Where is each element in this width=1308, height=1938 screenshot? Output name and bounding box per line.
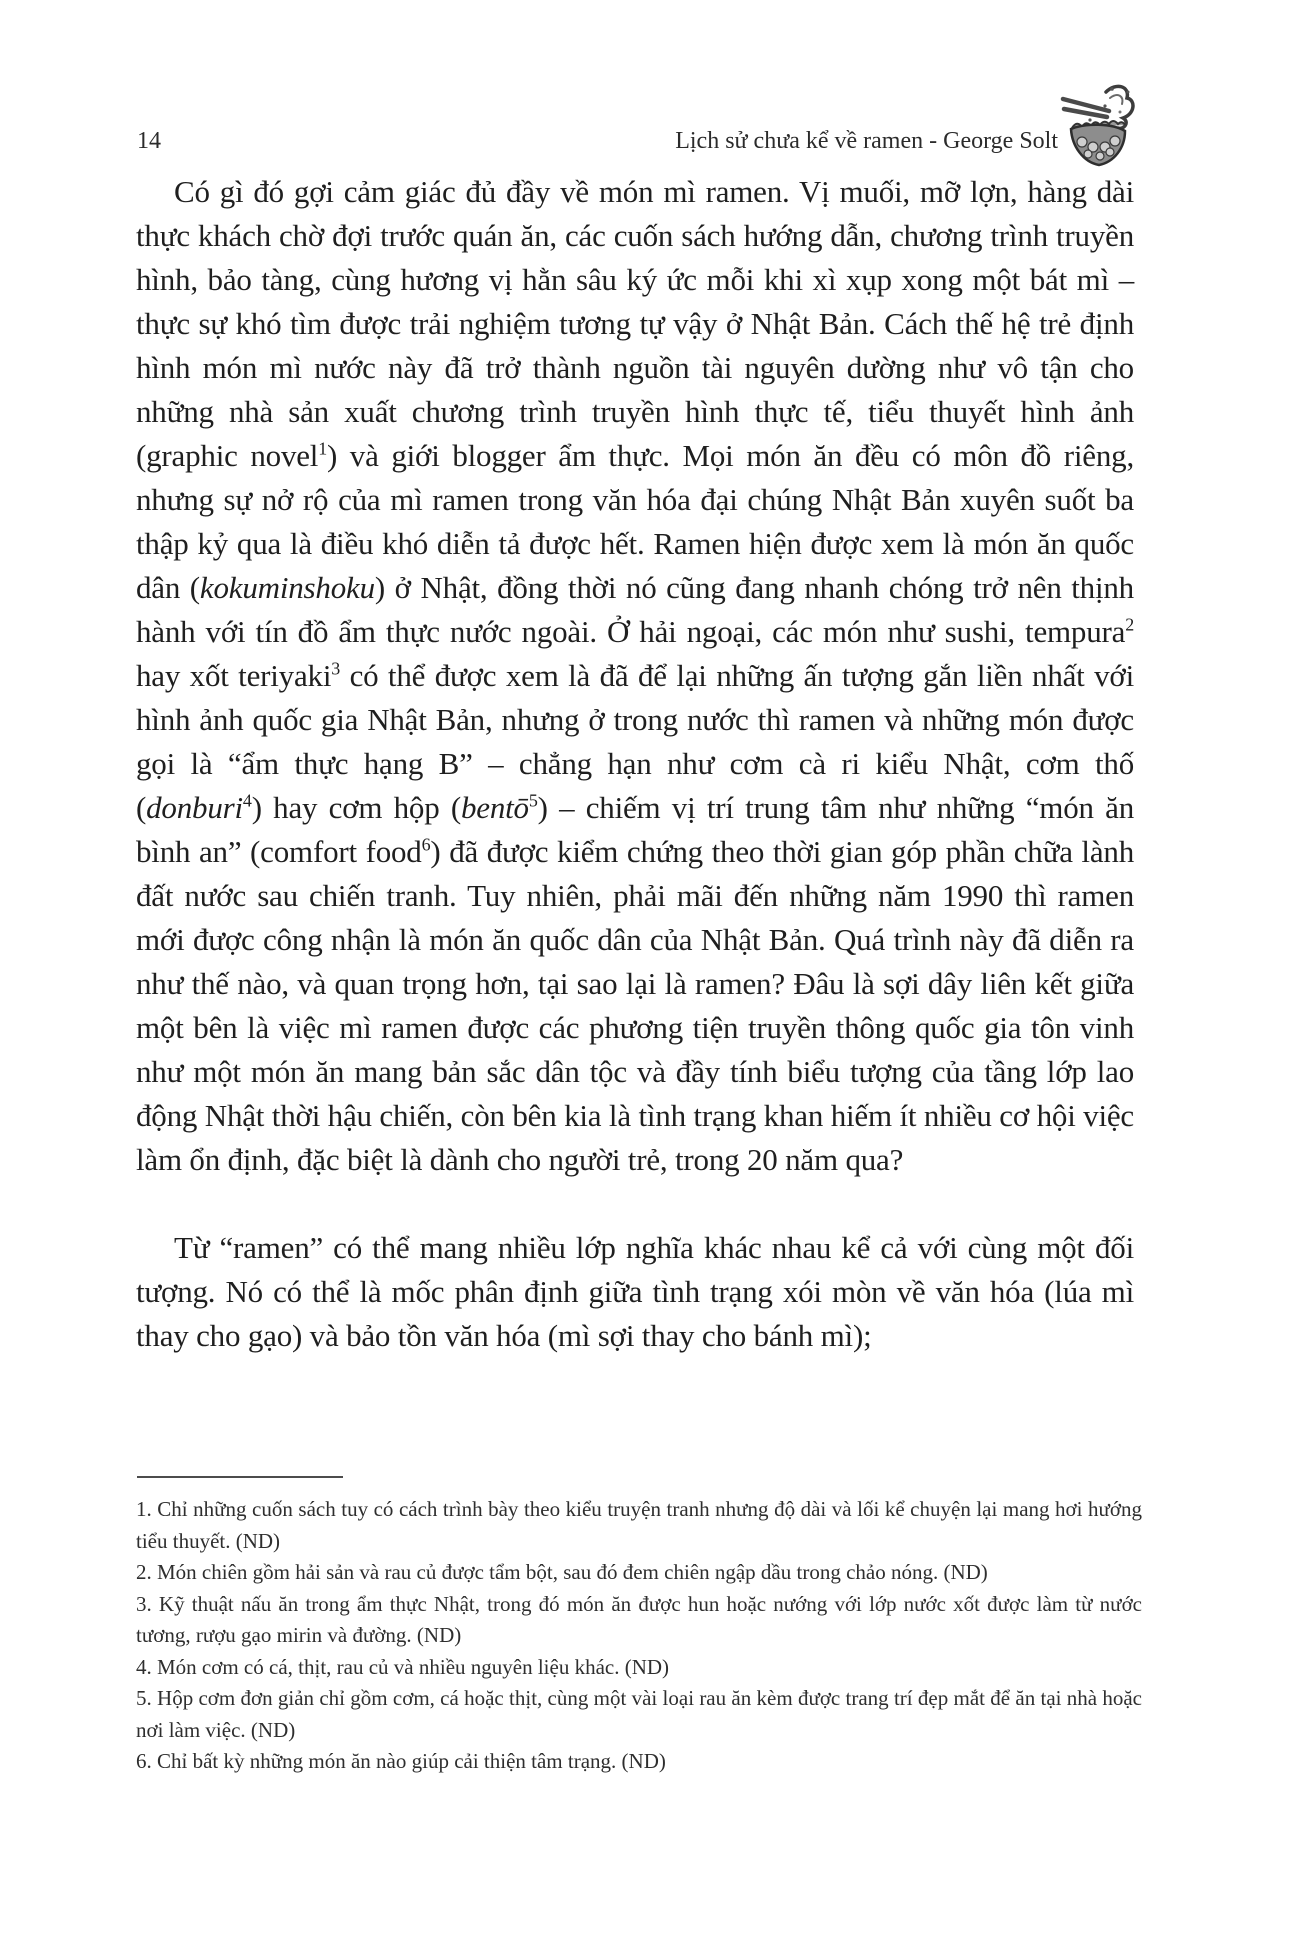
footnote-item: 4. Món cơm có cá, thịt, rau củ và nhiều nguyên liệu khác. (ND) — [136, 1654, 670, 1679]
footnote-item: 1. Chỉ những cuốn sách tuy có cách trình bày theo kiểu truyện tranh nhưng độ dài và lối kể chuyện lại mang hơi hướng tiểu thuyết. (ND) — [136, 1497, 1142, 1553]
footnote-separator — [137, 1476, 343, 1478]
footnote-item: 6. Chỉ bất kỳ những món ăn nào giúp cải thiện tâm trạng. (ND) — [136, 1749, 666, 1773]
ramen-bowl-logo — [1060, 82, 1136, 172]
footnote-item: 2. Món chiên gồm hải sản và rau củ được tẩm bột, sau đó đem chiên ngập dầu trong chảo nóng. (ND) — [136, 1560, 988, 1584]
footnotes — [136, 1494, 1142, 1778]
running-title: Lịch sử chưa kể về ramen - George Solt — [675, 128, 1058, 154]
body-paragraph: Từ “ramen” có thể mang nhiều lớp nghĩa khác nhau kể cả với cùng một đối tượng. Nó có thể là mốc phân định giữa tình trạng xói mòn về văn hóa (lúa mì thay cho gạo) và bảo tồn văn hóa (mì sợi thay cho bánh mì); — [136, 1230, 1134, 1353]
footnote-item: 3. Kỹ thuật nấu ăn trong ẩm thực Nhật, trong đó món ăn được hun hoặc nướng với lớp nước xốt được làm từ nước tương, rượu gạo mirin và đường. (ND) — [136, 1591, 1142, 1647]
page-number: 14 — [137, 128, 161, 154]
footnote-item: 5. Hộp cơm đơn giản chỉ gồm cơm, cá hoặc thịt, cùng một vài loại rau ăn kèm được trang trí đẹp mắt để ăn tại nhà hoặc nơi làm việc. (ND) — [136, 1686, 1142, 1742]
body-paragraph: Có gì đó gợi cảm giác đủ đầy về món mì ramen. Vị muối, mỡ lợn, hàng dài thực khách chờ đợi trước quán ăn, các cuốn sách hướng dẫn, chương trình truyền hình, bảo tàng, cùng hương vị hằn sâu ký ức mỗi khi xì xụp xong một bát mì – thực sự khó tìm được trải nghiệm tương tự vậy ở Nhật Bản. Cách thế hệ trẻ định hình món mì nước này đã trở thành nguồn tài nguyên dường như vô tận cho những nhà sản xuất chương trình truyền hình thực tế, tiểu thuyết hình ảnh (graphic novel$^1$) và giới blogger ẩm thực. Mọi món ăn đều có môn đồ riêng, nhưng sự nở rộ của mì ramen trong văn hóa đại chúng Nhật Bản xuyên suốt ba thập kỷ qua là điều khó diễn tả được hết. Ramen hiện được xem là món ăn quốc dân (kokuminshoku) ở Nhật, đồng thời nó cũng đang nhanh chóng trở nên thịnh hành với tín đồ ẩm thực nước ngoài. Ở hải ngoại, các món như sushi, tempura$^2$ hay xốt teriyaki$^3$ có thể được xem là đã để lại những ấn tượng gắn liền nhất với hình ảnh quốc gia Nhật Bản, nhưng ở trong nước thì ramen và những món được gọi là “ẩm thực hạng B” – chẳng hạn như cơm cà ri kiểu Nhật, cơm thố (donburi$^4$) hay cơm hộp (bentō$^5$) – chiếm vị trí trung tâm như những “món ăn bình an” (comfort food$^6$) đã được kiểm chứng theo thời gian góp phần chữa lành đất nước sau chiến tranh. Tuy nhiên, phải mãi đến những năm 1990 thì ramen mới được công nhận là món ăn quốc dân của Nhật Bản. Quá trình này đã diễn ra như thế nào, và quan trọng hơn, tại sao lại là ramen? Đâu là sợi dây liên kết giữa một bên là việc mì ramen được các phương tiện truyền thông quốc gia tôn vinh như một món ăn mang bản sắc dân tộc và đầy tính biểu tượng của tầng lớp lao động Nhật thời hậu chiến, còn bên kia là tình trạng khan hiếm ít nhiều cơ hội việc làm ổn định, đặc biệt là dành cho người trẻ, trong 20 năm qua? — [136, 174, 1134, 1177]
body-text — [136, 170, 1134, 1358]
